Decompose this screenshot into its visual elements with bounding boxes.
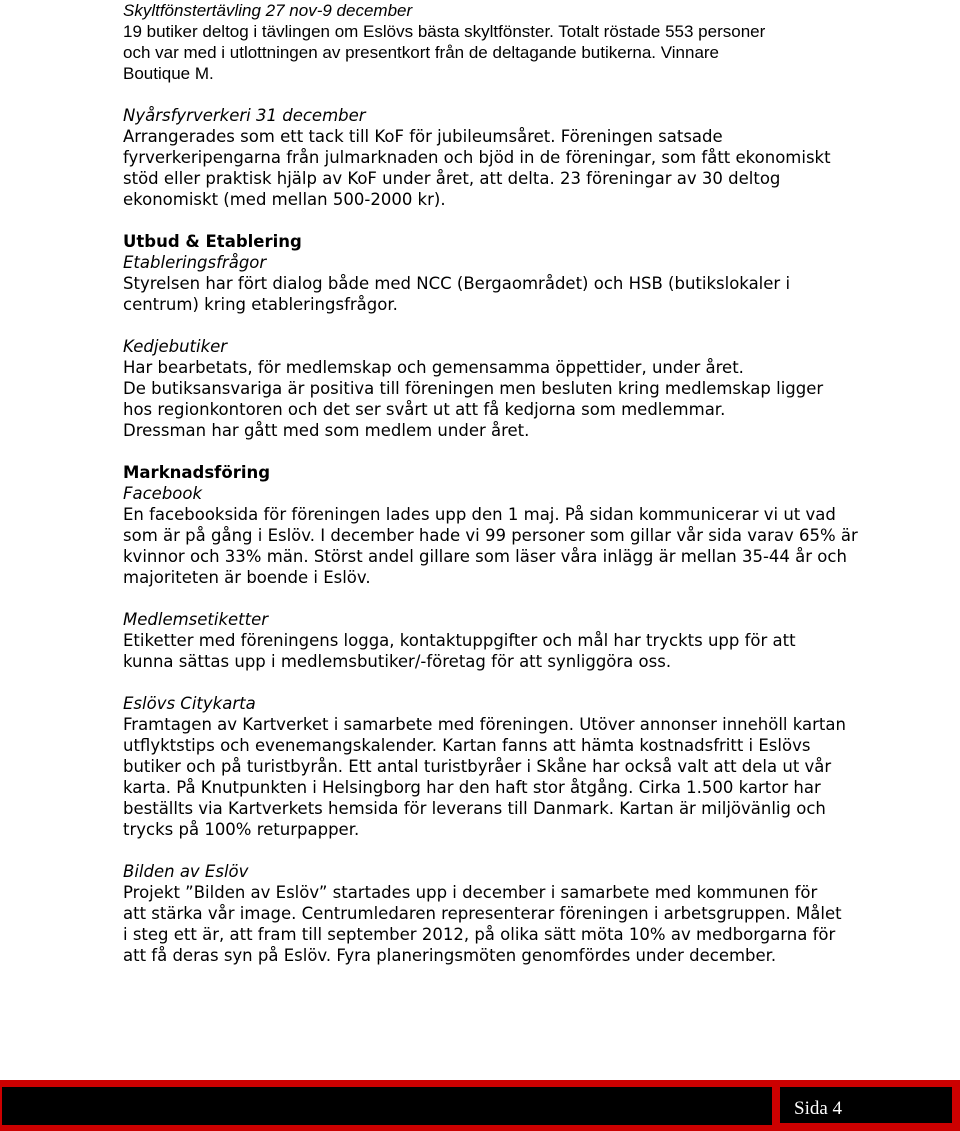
paragraph-line: kvinnor och 33% män. Störst andel gillare som läser våra inlägg är mellan 35-44 år och bbox=[123, 547, 847, 566]
paragraph-line: ekonomiskt (med mellan 500-2000 kr). bbox=[123, 190, 446, 209]
paragraph-line: utflyktstips och evenemangskalender. Kartan fanns att hämta kostnadsfritt i Eslövs bbox=[123, 736, 811, 755]
section-title: Nyårsfyrverkeri 31 december bbox=[123, 106, 366, 125]
paragraph-line: trycks på 100% returpapper. bbox=[123, 820, 360, 839]
paragraph-line: 19 butiker deltog i tävlingen om Eslövs bästa skyltfönster. Totalt röstade 553 personer bbox=[123, 22, 766, 41]
section-kedjebutiker bbox=[123, 336, 843, 441]
paragraph-line: hos regionkontoren och det ser svårt ut att få kedjorna som medlemmar. bbox=[123, 400, 726, 419]
paragraph-line: att få deras syn på Eslöv. Fyra planeringsmöten genomfördes under december. bbox=[123, 946, 777, 965]
paragraph-line: Styrelsen har fört dialog både med NCC (Bergaområdet) och HSB (butikslokaler i bbox=[123, 274, 791, 293]
section-heading: Marknadsföring bbox=[123, 463, 271, 482]
section-medlemsetiketter bbox=[123, 609, 843, 672]
paragraph-line: majoriteten är boende i Eslöv. bbox=[123, 568, 371, 587]
section-title: Kedjebutiker bbox=[123, 337, 228, 356]
paragraph-line: stöd eller praktisk hjälp av KoF under året, att delta. 23 föreningar av 30 deltog bbox=[123, 169, 781, 188]
paragraph-line: kunna sättas upp i medlemsbutiker/-företag för att synliggöra oss. bbox=[123, 652, 672, 671]
paragraph-line: Boutique M. bbox=[123, 64, 214, 83]
paragraph-line: Arrangerades som ett tack till KoF för jubileumsåret. Föreningen satsade bbox=[123, 127, 723, 146]
section-bilden-av-eslov bbox=[123, 861, 843, 966]
paragraph-line: Etiketter med föreningens logga, kontaktuppgifter och mål har tryckts upp för att bbox=[123, 631, 796, 650]
paragraph-line: Projekt ”Bilden av Eslöv” startades upp i december i samarbete med kommunen för bbox=[123, 883, 818, 902]
section-title: Eslövs Citykarta bbox=[123, 694, 256, 713]
section-title: Bilden av Eslöv bbox=[123, 862, 249, 881]
paragraph-line: som är på gång i Eslöv. I december hade vi 99 personer som gillar vår sida varav 65% är bbox=[123, 526, 858, 545]
paragraph-line: i steg ett är, att fram till september 2012, på olika sätt möta 10% av medborgarna för bbox=[123, 925, 836, 944]
section-nyarsfyrverkeri bbox=[123, 105, 843, 210]
section-heading: Utbud & Etablering bbox=[123, 232, 302, 251]
section-marknadsforing bbox=[123, 462, 858, 588]
paragraph-line: De butiksansvariga är positiva till föreningen men besluten kring medlemskap ligger bbox=[123, 379, 824, 398]
paragraph-line: butiker och på turistbyrån. Ett antal turistbyråer i Skåne har också valt att dela ut vår bbox=[123, 757, 832, 776]
paragraph-line: att stärka vår image. Centrumledaren representerar föreningen i arbetsgruppen. Målet bbox=[123, 904, 842, 923]
section-skyltfonster bbox=[123, 0, 843, 84]
section-title: Medlemsetiketter bbox=[123, 610, 269, 629]
page-number: Sida 4 bbox=[794, 1098, 843, 1119]
footer-bar-left bbox=[2, 1087, 772, 1125]
section-title: Etableringsfrågor bbox=[123, 253, 267, 272]
paragraph-line: Dressman har gått med som medlem under året. bbox=[123, 421, 530, 440]
document-body bbox=[123, 0, 858, 987]
paragraph-line: och var med i utlottningen av presentkort från de deltagande butikerna. Vinnare bbox=[123, 43, 720, 62]
paragraph-line: fyrverkeripengarna från julmarknaden och bjöd in de föreningar, som fått ekonomiskt bbox=[123, 148, 831, 167]
section-title: Skyltfönstertävling 27 nov-9 december bbox=[123, 1, 413, 20]
paragraph-line: Har bearbetats, för medlemskap och gemensamma öppettider, under året. bbox=[123, 358, 744, 377]
paragraph-line: beställts via Kartverkets hemsida för leverans till Danmark. Kartan är miljövänlig och bbox=[123, 799, 826, 818]
section-utbud-etablering bbox=[123, 231, 843, 315]
paragraph-line: Framtagen av Kartverket i samarbete med föreningen. Utöver annonser innehöll kartan bbox=[123, 715, 846, 734]
section-title: Facebook bbox=[123, 484, 203, 503]
section-citykarta bbox=[123, 693, 846, 840]
paragraph-line: centrum) kring etableringsfrågor. bbox=[123, 295, 398, 314]
paragraph-line: karta. På Knutpunkten i Helsingborg har den haft stor åtgång. Cirka 1.500 kartor har bbox=[123, 778, 821, 797]
paragraph-line: En facebooksida för föreningen lades upp den 1 maj. På sidan kommunicerar vi ut vad bbox=[123, 505, 836, 524]
